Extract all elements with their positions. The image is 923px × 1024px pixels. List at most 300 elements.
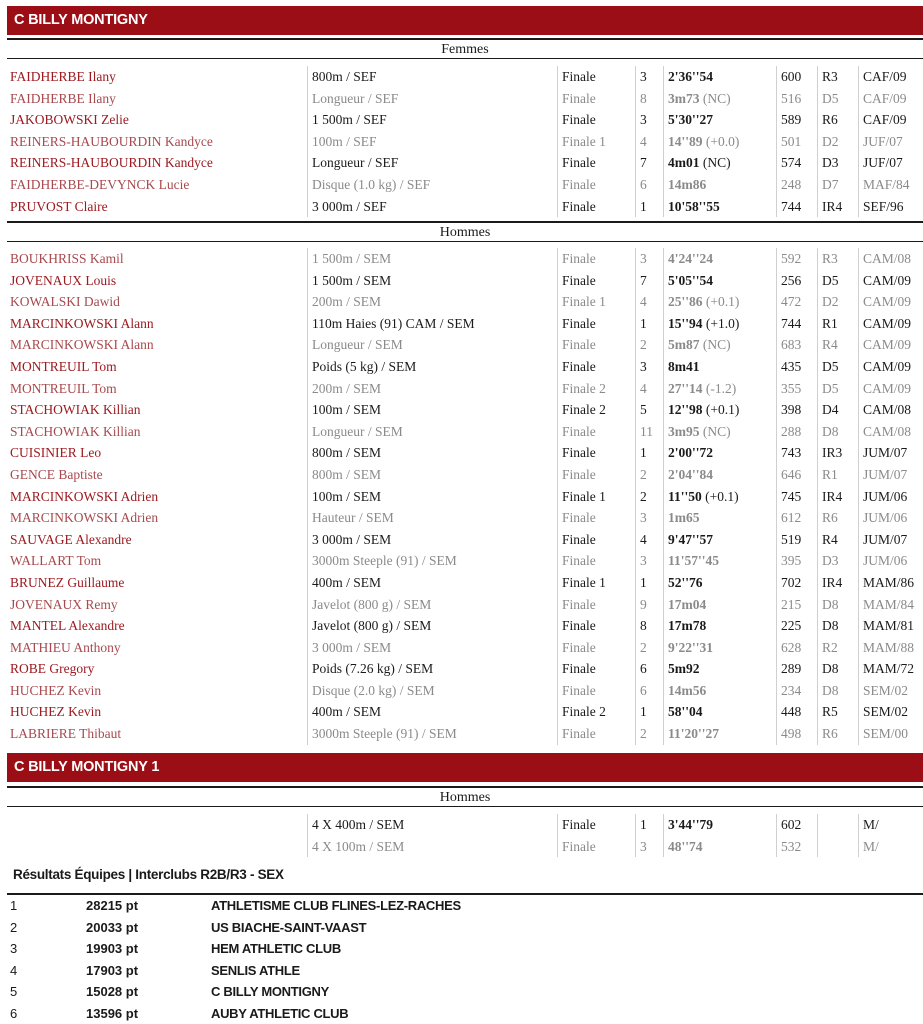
place-rank [635,66,662,88]
athlete-name[interactable] [10,529,306,551]
athlete-name[interactable] [10,378,306,400]
result-row [7,152,923,174]
performance [663,196,775,218]
points-text: 589 [781,112,802,128]
level-text: IR4 [822,574,843,590]
category-text: MAM/88 [863,639,915,655]
wind-reading: (NC) [702,155,731,171]
place-rank [635,701,662,723]
event-name [307,399,556,421]
athlete-name[interactable] [10,109,306,131]
round-name-text: Finale [562,198,596,214]
performance-text: 17m04 [668,596,707,612]
points-text: 745 [781,488,802,504]
event-name [307,572,556,594]
team-club-name[interactable]: US BIACHE-SAINT-VAAST [211,919,367,935]
round-name-text: Finale 2 [562,380,606,396]
event-name [307,529,556,551]
event-name [307,66,556,88]
place-rank [635,486,662,508]
athlete-name[interactable] [10,88,306,110]
result-row [7,109,923,131]
points [776,196,816,218]
wind-reading: (+0.1) [705,402,740,418]
place-rank-text: 8 [640,618,647,634]
athlete-name-text: HUCHEZ Kevin [10,682,102,698]
category-text: SEM/02 [863,704,909,720]
result-row [7,701,923,723]
category-text: MAF/84 [863,176,910,192]
level [817,378,857,400]
points-text: 448 [781,704,802,720]
event-name-text: 400m / SEM [312,574,382,590]
team-result-row [7,917,923,939]
round-name-text: Finale 2 [562,704,606,720]
round-name [557,572,634,594]
athlete-name[interactable] [10,334,306,356]
round-name-text: Finale [562,112,596,128]
place-rank [635,723,662,745]
points [776,615,816,637]
event-name-text: Disque (2.0 kg) / SEM [312,682,435,698]
round-name-text: Finale [562,315,596,331]
level-text: R1 [822,315,838,331]
athlete-name-text: JOVENAUX Louis [10,272,117,288]
round-name [557,399,634,421]
performance [663,658,775,680]
event-name-text: 4 X 400m / SEM [312,817,405,832]
category [858,442,923,464]
athlete-name[interactable] [10,701,306,723]
results-table-hommes [7,248,923,745]
points [776,378,816,400]
points-text: 498 [781,726,802,742]
event-name [307,615,556,637]
team-points: 28215 pt [86,898,139,913]
category [858,658,923,680]
results-table-femmes [7,66,923,217]
team-result-row [7,895,923,917]
place-rank [635,174,662,196]
category [858,88,923,110]
category [858,421,923,443]
points [776,334,816,356]
category-text: MAM/81 [863,618,915,634]
level-text: D5 [822,358,839,374]
points [776,814,816,836]
place-rank [635,356,662,378]
performance [663,131,775,153]
category [858,814,923,836]
round-name [557,378,634,400]
level-text: D8 [822,596,839,612]
place-rank-text: 2 [640,337,647,353]
result-row [7,572,923,594]
category-text: CAM/09 [863,294,912,310]
athlete-name[interactable] [10,270,306,292]
place-rank-text: 3 [640,69,647,84]
result-row [7,594,923,616]
event-name [307,109,556,131]
place-rank-text: 2 [640,488,647,504]
performance [663,421,775,443]
result-row [7,615,923,637]
event-name-text: 800m / SEM [312,466,382,482]
round-name [557,442,634,464]
athlete-name[interactable] [10,66,306,88]
athlete-name[interactable] [10,680,306,702]
category [858,356,923,378]
performance [663,572,775,594]
athlete-name-text: KOWALSKI Dawid [10,294,120,310]
level [817,464,857,486]
level [817,507,857,529]
level-text: D3 [822,553,839,569]
event-name [307,356,556,378]
place-rank [635,680,662,702]
event-name-text: 100m / SEM [312,402,382,418]
place-rank [635,507,662,529]
points-text: 516 [781,90,802,106]
round-name-text: Finale 1 [562,488,606,504]
points [776,680,816,702]
level [817,572,857,594]
team-club-name[interactable]: HEM ATHLETIC CLUB [211,941,341,957]
place-rank [635,550,662,572]
round-name-text: Finale [562,358,596,374]
event-name-text: 3 000m / SEM [312,531,392,547]
place-rank-text: 2 [640,639,647,655]
performance-text: 15''94 [668,315,703,331]
athlete-name[interactable] [10,174,306,196]
athlete-name[interactable] [10,356,306,378]
category [858,572,923,594]
athlete-name[interactable] [10,572,306,594]
category [858,248,923,270]
level-text: R6 [822,726,838,742]
round-name [557,334,634,356]
round-name-text: Finale [562,272,596,288]
team-result-row [7,981,923,1003]
team-club-name[interactable]: C BILLY MONTIGNY [211,984,329,1000]
points [776,152,816,174]
athlete-name[interactable] [10,313,306,335]
place-rank-text: 4 [640,531,647,547]
athlete-name-text: MONTREUIL Tom [10,380,117,396]
round-name-text: Finale [562,90,596,106]
points-text: 612 [781,510,802,526]
points-text: 398 [781,402,802,418]
event-name [307,313,556,335]
result-row [7,356,923,378]
performance-text: 14''89 [668,133,703,149]
athlete-name[interactable] [10,507,306,529]
athlete-name-text: JOVENAUX Remy [10,596,118,612]
performance [663,378,775,400]
performance-text: 1m65 [668,510,700,526]
performance-text: 17m78 [668,618,707,634]
points-text: 289 [781,661,802,677]
event-name-text: 100m / SEF [312,133,377,149]
place-rank-text: 7 [640,155,647,171]
points [776,637,816,659]
round-name-text: Finale [562,596,596,612]
points-text: 256 [781,272,802,288]
performance [663,615,775,637]
points [776,356,816,378]
performance-text: 3'44''79 [668,817,714,832]
athlete-name[interactable] [10,658,306,680]
event-name [307,464,556,486]
performance-text: 58''04 [668,704,703,720]
event-name [307,378,556,400]
performance [663,270,775,292]
place-rank [635,152,662,174]
athlete-name[interactable] [10,550,306,572]
place-rank-text: 7 [640,272,647,288]
performance [663,152,775,174]
result-row [7,378,923,400]
points [776,131,816,153]
event-name [307,174,556,196]
result-row [7,637,923,659]
athlete-name[interactable] [10,486,306,508]
level [817,421,857,443]
event-name [307,507,556,529]
athlete-name [10,814,306,836]
place-rank [635,399,662,421]
team-rank: 2 [10,919,18,935]
team-rank: 4 [10,962,18,978]
points [776,291,816,313]
athlete-name-text: BRUNEZ Guillaume [10,574,125,590]
event-name-text: 3000m Steeple (91) / SEM [312,553,457,569]
event-name [307,334,556,356]
level [817,131,857,153]
athlete-name-text: ROBE Gregory [10,661,95,677]
event-name-text: 3 000m / SEM [312,639,392,655]
category [858,152,923,174]
round-name-text: Finale [562,251,596,266]
performance-text: 5m87 [668,337,700,353]
team-club-name[interactable]: ATHLETISME CLUB FLINES-LEZ-RACHES [211,898,461,913]
team-club-name[interactable]: SENLIS ATHLE [211,962,300,978]
level [817,615,857,637]
points-text: 592 [781,251,802,266]
level [817,174,857,196]
athlete-name-text: FAIDHERBE-DEVYNCK Lucie [10,176,190,192]
wind-reading: (+0.1) [705,294,740,310]
category [858,291,923,313]
athlete-name-text: SAUVAGE Alexandre [10,531,132,547]
event-name [307,723,556,745]
result-row [7,723,923,745]
level [817,248,857,270]
team-rank: 5 [10,984,18,1000]
level-text: D7 [822,176,839,192]
category [858,66,923,88]
place-rank-text: 4 [640,133,647,149]
result-row [7,334,923,356]
athlete-name[interactable] [10,196,306,218]
level-text: D8 [822,682,839,698]
wind-reading: (-1.2) [705,380,737,396]
round-name-text: Finale [562,639,596,655]
athlete-name[interactable] [10,421,306,443]
event-name-text: 1 500m / SEM [312,272,392,288]
level [817,66,857,88]
level-text: D2 [822,133,839,149]
category [858,486,923,508]
round-name-text: Finale [562,510,596,526]
round-name-text: Finale 1 [562,574,606,590]
level [817,152,857,174]
athlete-name[interactable] [10,723,306,745]
place-rank-text: 11 [640,423,653,439]
athlete-name[interactable] [10,152,306,174]
place-rank-text: 1 [640,574,647,590]
round-name [557,594,634,616]
category [858,836,923,858]
team-results-table [7,895,923,1024]
athlete-name[interactable] [10,291,306,313]
round-name [557,615,634,637]
athlete-name-text: MARCINKOWSKI Alann [10,315,154,331]
points [776,464,816,486]
result-row [7,486,923,508]
level [817,486,857,508]
athlete-name[interactable] [10,399,306,421]
level-text: D5 [822,272,839,288]
result-row [7,464,923,486]
event-name-text: Javelot (800 g) / SEM [312,596,432,612]
category [858,399,923,421]
performance-text: 25''86 [668,294,703,310]
performance-text: 5m92 [668,661,700,677]
place-rank [635,270,662,292]
category-text: JUM/06 [863,553,908,569]
athlete-name[interactable] [10,615,306,637]
category [858,507,923,529]
event-name-text: 1 500m / SEM [312,251,392,266]
place-rank-text: 2 [640,726,647,742]
athlete-name-text: LABRIERE Thibaut [10,726,122,742]
level-text: R6 [822,112,838,128]
place-rank [635,658,662,680]
place-rank-text: 1 [640,198,647,214]
points [776,66,816,88]
athlete-name-text: MATHIEU Anthony [10,639,121,655]
level-text: D8 [822,618,839,634]
performance [663,291,775,313]
points-text: 519 [781,531,802,547]
place-rank-text: 6 [640,682,647,698]
points [776,109,816,131]
team-rank: 1 [10,898,18,913]
round-name [557,486,634,508]
level [817,88,857,110]
level [817,109,857,131]
round-name [557,88,634,110]
place-rank-text: 9 [640,596,647,612]
place-rank [635,572,662,594]
place-rank [635,814,662,836]
team-points: 13596 pt [86,1005,139,1021]
performance-text: 2'04''84 [668,466,714,482]
round-name-text: Finale [562,423,596,439]
team-result-row [7,1003,923,1024]
level-text: D5 [822,380,839,396]
athlete-name[interactable] [10,248,306,270]
event-name [307,658,556,680]
event-name-text: 800m / SEF [312,69,377,84]
category [858,723,923,745]
place-rank-text: 1 [640,704,647,720]
athlete-name-text: REINERS-HAUBOURDIN Kandyce [10,133,213,149]
level [817,680,857,702]
wind-reading: (NC) [702,337,731,353]
performance [663,109,775,131]
result-row [7,529,923,551]
round-name [557,291,634,313]
athlete-name-text: MONTREUIL Tom [10,358,117,374]
athlete-name[interactable] [10,442,306,464]
category-text: CAM/09 [863,337,912,353]
performance-text: 14m86 [668,176,707,192]
athlete-name[interactable] [10,131,306,153]
performance [663,507,775,529]
athlete-name[interactable] [10,464,306,486]
athlete-name[interactable] [10,594,306,616]
level-text: R1 [822,466,838,482]
wind-reading: (+0.0) [705,133,740,149]
round-name [557,313,634,335]
points [776,836,816,858]
round-name [557,507,634,529]
athlete-name[interactable] [10,637,306,659]
result-row [7,442,923,464]
round-name-text: Finale [562,176,596,192]
place-rank [635,836,662,858]
category [858,174,923,196]
category-text: MAM/84 [863,596,915,612]
performance [663,680,775,702]
group-header-hommes: Hommes [7,221,923,242]
performance-text: 3m73 [668,90,700,106]
team-results-title: Résultats Équipes | Interclubs R2B/R3 - SEX [13,867,284,882]
event-name-text: Javelot (800 g) / SEM [312,618,432,634]
result-row [7,313,923,335]
result-row [7,291,923,313]
performance-text: 5'30''27 [668,112,714,128]
category-text: SEM/02 [863,682,909,698]
round-name [557,421,634,443]
place-rank [635,594,662,616]
event-name-text: Poids (5 kg) / SEM [312,358,417,374]
athlete-name [10,836,306,858]
team-rank: 6 [10,1005,18,1021]
round-name-text: Finale 1 [562,133,606,149]
points [776,174,816,196]
round-name [557,270,634,292]
round-name [557,814,634,836]
category-text: JUM/07 [863,531,908,547]
team-club-name[interactable]: AUBY ATHLETIC CLUB [211,1005,349,1021]
category-text: CAF/09 [863,69,907,84]
place-rank-text: 6 [640,661,647,677]
round-name [557,131,634,153]
athlete-name-text: PRUVOST Claire [10,198,108,214]
